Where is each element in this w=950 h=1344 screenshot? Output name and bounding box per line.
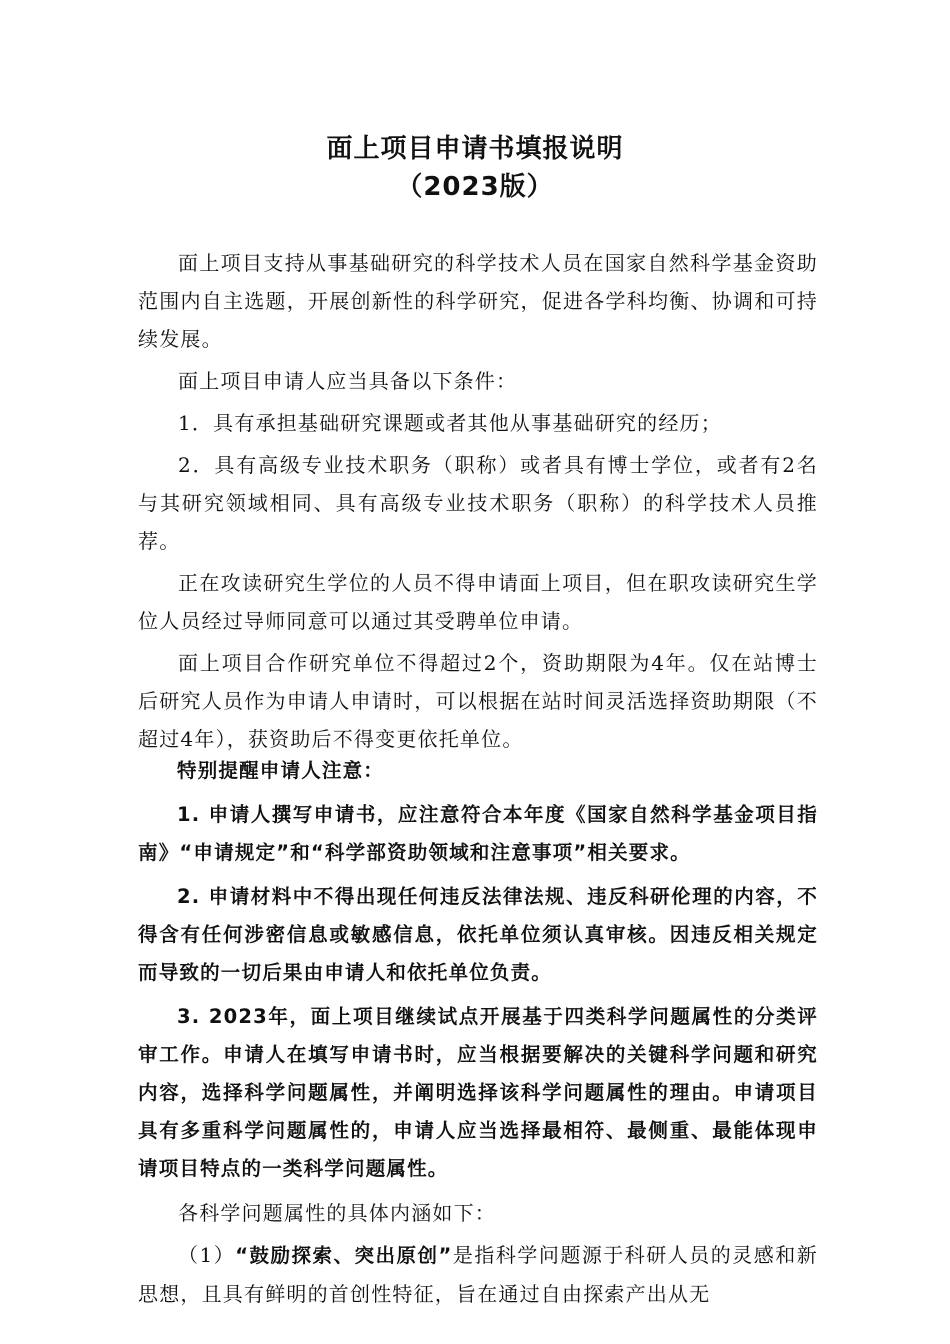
notice-item-3: 3. 2023年，面上项目继续试点开展基于四类科学问题属性的分类评审工作。申请人在填写申请书时，应当根据要解决的关键科学问题和研究内容，选择科学问题属性，并阐明选择该科学问题属性的理由。申请项目具有多重科学问题属性的，申请人应当选择最相符、最侧重、最能体现申请项目特点的一类科学问题属性。: [138, 1005, 818, 1180]
notice-item-1: 1. 申请人撰写申请书，应注意符合本年度《国家自然科学基金项目指南》“申请规定”和“科学部资助领域和注意事项”相关要求。: [138, 803, 818, 864]
intro-paragraph: 面上项目支持从事基础研究的科学技术人员在国家自然科学基金资助范围内自主选题，开展创新性的科学研究，促进各学科均衡、协调和可持续发展。: [138, 251, 818, 351]
document-body: [138, 244, 818, 1317]
notice-heading: 特别提醒申请人注意：: [177, 759, 385, 782]
limits-paragraph: 面上项目合作研究单位不得超过2个，资助期限为4年。仅在站博士后研究人员作为申请人申请时，可以根据在站时间灵活选择资助期限（不超过4年），获资助后不得变更依托单位。: [138, 651, 818, 751]
notice-item-2: 2. 申请材料中不得出现任何违反法律法规、违反科研伦理的内容，不得含有任何涉密信息或敏感信息，依托单位须认真审核。因违反相关规定而导致的一切后果由申请人和依托单位负责。: [138, 885, 818, 984]
attribute-item-1-name: “鼓励探索、突出原创”: [235, 1244, 453, 1267]
attributes-lead-paragraph: 各科学问题属性的具体内涵如下：: [178, 1201, 496, 1225]
students-paragraph: 正在攻读研究生学位的人员不得申请面上项目，但在职攻读研究生学位人员经过导师同意可以通过其受聘单位申请。: [138, 571, 818, 633]
attribute-item-1-number: （1）: [178, 1243, 236, 1267]
attribute-item-1-text: 是指科学问题源于科研人员的灵感和新思想，且具有鲜明的首创性特征，旨在通过自由探索产出从无: [138, 1243, 818, 1306]
condition-1: 1．具有承担基础研究课题或者其他从事基础研究的经历；: [178, 411, 722, 435]
attribute-item-1: [138, 1236, 818, 1313]
document-title: 面上项目申请书填报说明: [326, 134, 624, 164]
conditions-lead-paragraph: 面上项目申请人应当具备以下条件：: [178, 369, 518, 393]
condition-2: 2．具有高级专业技术职务（职称）或者具有博士学位，或者有2名与其研究领域相同、具有高级专业技术职务（职称）的科学技术人员推荐。: [138, 453, 818, 553]
document-edition: （2023版）: [396, 172, 554, 202]
